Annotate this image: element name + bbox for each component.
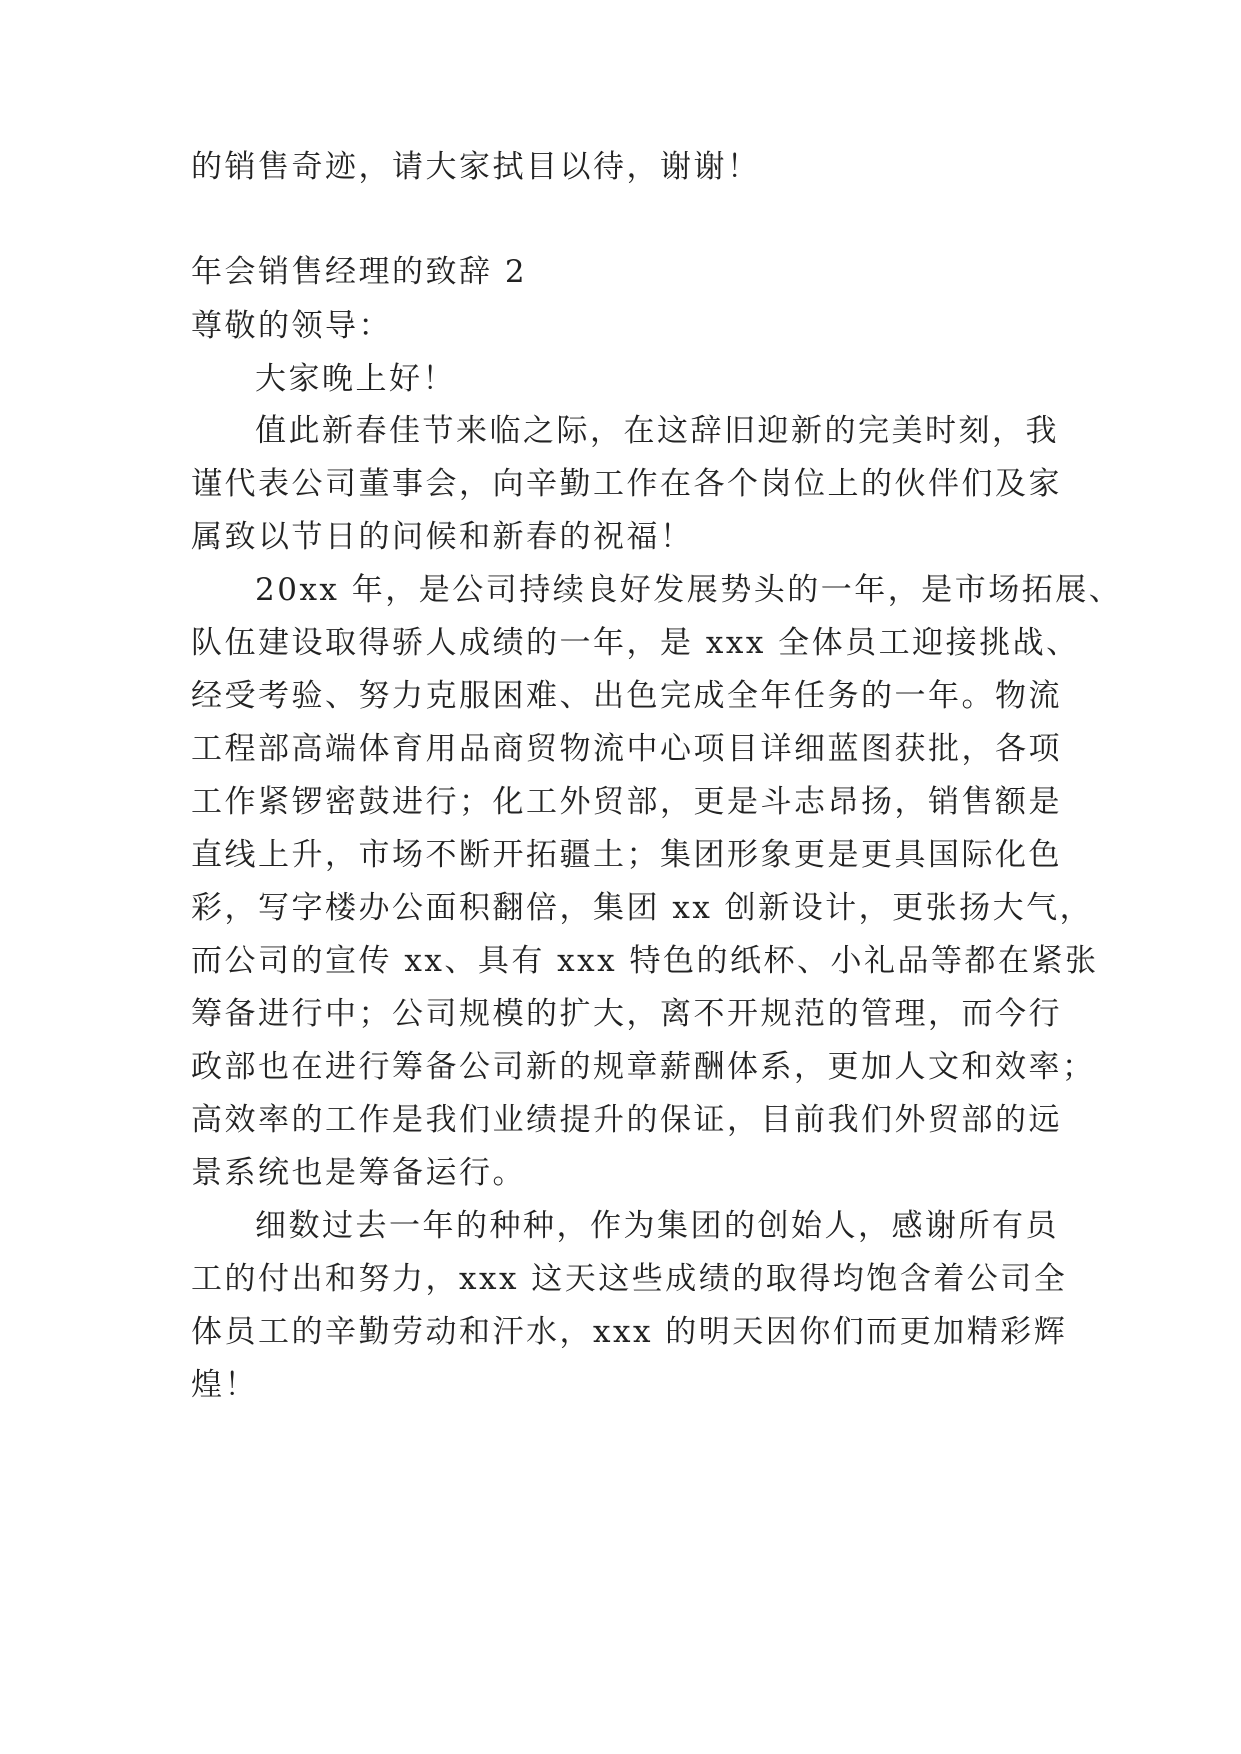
paragraph-2-line: 景系统也是筹备运行。 bbox=[191, 1155, 526, 1191]
section-title: 年会销售经理的致辞 2 bbox=[191, 254, 528, 290]
paragraph-3-line: 煌！ bbox=[191, 1367, 258, 1403]
paragraph-2-line: 政部也在进行筹备公司新的规章薪酬体系，更加人文和效率； bbox=[191, 1049, 1096, 1085]
greeting: 大家晚上好！ bbox=[255, 361, 456, 397]
paragraph-3-line: 工的付出和努力，xxx 这天这些成绩的取得均饱含着公司全 bbox=[191, 1261, 1068, 1297]
paragraph-1-line: 属致以节日的问候和新春的祝福！ bbox=[191, 519, 694, 555]
paragraph-2-line: 高效率的工作是我们业绩提升的保证，目前我们外贸部的远 bbox=[191, 1102, 1062, 1138]
paragraph-2-line: 工程部高端体育用品商贸物流中心项目详细蓝图获批，各项 bbox=[191, 731, 1062, 767]
salutation: 尊敬的领导： bbox=[191, 308, 392, 344]
paragraph-2-line: 经受考验、努力克服困难、出色完成全年任务的一年。物流 bbox=[191, 678, 1062, 714]
paragraph-2-line: 直线上升，市场不断开拓疆土；集团形象更是更具国际化色 bbox=[191, 837, 1062, 873]
paragraph-2-line: 队伍建设取得骄人成绩的一年，是 xxx 全体员工迎接挑战、 bbox=[191, 625, 1080, 661]
paragraph-1-line: 谨代表公司董事会，向辛勤工作在各个岗位上的伙伴们及家 bbox=[191, 466, 1062, 502]
paragraph-2-line: 20xx 年，是公司持续良好发展势头的一年，是市场拓展、 bbox=[255, 572, 1123, 608]
paragraph-3-line: 细数过去一年的种种，作为集团的创始人，感谢所有员 bbox=[255, 1208, 1059, 1244]
paragraph-2-line: 工作紧锣密鼓进行；化工外贸部，更是斗志昂扬，销售额是 bbox=[191, 784, 1062, 820]
paragraph-2-line: 而公司的宣传 xx、具有 xxx 特色的纸杯、小礼品等都在紧张 bbox=[191, 943, 1099, 979]
paragraph-3-line: 体员工的辛勤劳动和汗水，xxx 的明天因你们而更加精彩辉 bbox=[191, 1314, 1068, 1350]
paragraph-1-line: 值此新春佳节来临之际，在这辞旧迎新的完美时刻，我 bbox=[255, 413, 1059, 449]
paragraph-2-line: 筹备进行中；公司规模的扩大，离不开规范的管理，而今行 bbox=[191, 996, 1062, 1032]
continuation-line: 的销售奇迹，请大家拭目以待，谢谢！ bbox=[191, 149, 761, 185]
paragraph-2-line: 彩，写字楼办公面积翻倍，集团 xx 创新设计，更张扬大气， bbox=[191, 890, 1094, 926]
